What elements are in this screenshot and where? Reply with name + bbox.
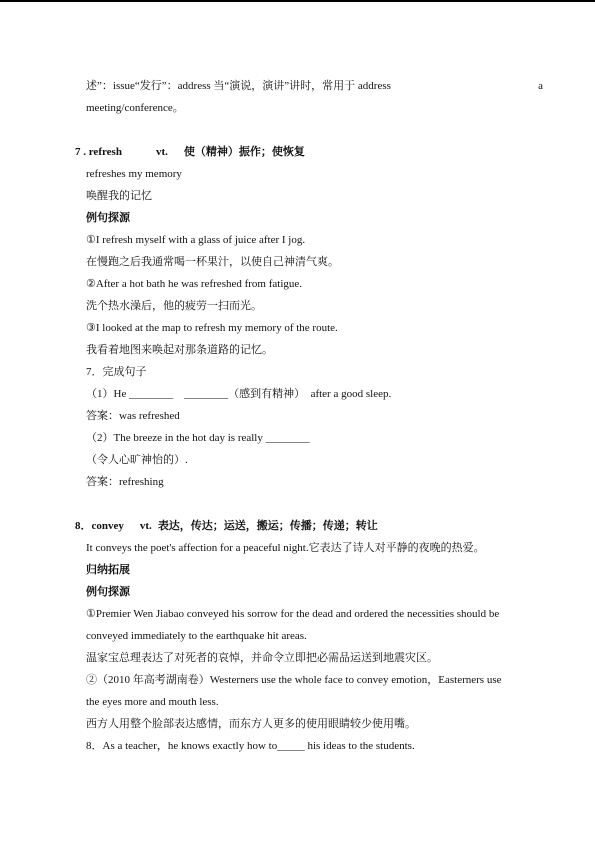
text-line: 唤醒我的记忆	[86, 190, 152, 202]
exercise-item: （令人心旷神怡的）.	[86, 454, 188, 466]
example-sentence: conveyed immediately to the earthquake hit areas.	[86, 630, 307, 642]
exercise-title: 7．完成句子	[86, 366, 147, 378]
example-sentence: ①I refresh myself with a glass of juice after I jog.	[86, 234, 306, 246]
part-of-speech: vt.	[155, 146, 168, 158]
example-translation: 温家宝总理表达了对死者的哀悼，并命令立即把必需品运送到地震灾区。	[86, 652, 438, 664]
vocab-meaning: 使（精神）振作；使恢复	[183, 146, 305, 158]
text-line	[86, 79, 543, 93]
example-sentence: ②（2010 年高考湖南卷）Westerners use the whole face to convey emotion，Easterners use	[86, 674, 502, 686]
exercise-item: 8．As a teacher，he knows exactly how to_____ his ideas to the students.	[86, 740, 415, 752]
example-translation: 在慢跑之后我通常喝一杯果汁，以使自己神清气爽。	[86, 256, 339, 268]
exercise-item: （2）The breeze in the hot day is really ________	[86, 432, 310, 444]
text-line: It conveys the poet's affection for a peaceful night.它表达了诗人对平静的夜晚的热爱。	[86, 542, 485, 554]
vocab-heading-refresh	[75, 145, 543, 159]
exercise-item: （1）He ________ ________（感到有精神） after a good sleep.	[86, 388, 392, 400]
vocab-word: 7 . refresh	[75, 146, 122, 158]
vocab-meaning: 表达，传达；运送，搬运；传播；传递；转让	[157, 520, 378, 532]
text-line: meeting/conference。	[86, 102, 184, 114]
text-fragment: 述”：issue“发行”：address 当“演说，演讲”讲时，常用于 address	[86, 80, 391, 92]
part-of-speech: vt.	[139, 520, 152, 532]
example-translation: 西方人用整个脸部表达感情，而东方人更多的使用眼睛较少使用嘴。	[86, 718, 416, 730]
text-fragment: a	[538, 80, 543, 92]
example-translation: 我看着地图来唤起对那条道路的记忆。	[86, 344, 273, 356]
section-label: 例句探源	[86, 212, 130, 224]
section-label: 例句探源	[86, 586, 130, 598]
example-sentence: ③I looked at the map to refresh my memory of the route.	[86, 322, 338, 334]
section-label: 归纳拓展	[86, 564, 130, 576]
vocab-heading-convey	[75, 519, 543, 533]
exercise-answer: 答案：refreshing	[86, 476, 164, 488]
page-top-rule	[0, 0, 595, 2]
example-sentence: ②After a hot bath he was refreshed from fatigue.	[86, 278, 303, 290]
example-sentence: the eyes more and mouth less.	[86, 696, 219, 708]
example-sentence: ①Premier Wen Jiabao conveyed his sorrow for the dead and ordered the necessities should be	[86, 608, 500, 620]
exercise-answer: 答案：was refreshed	[86, 410, 180, 422]
text-line: refreshes my memory	[86, 168, 182, 180]
example-translation: 洗个热水澡后，他的疲劳一扫而光。	[86, 300, 262, 312]
vocab-word: 8．convey	[75, 520, 124, 532]
